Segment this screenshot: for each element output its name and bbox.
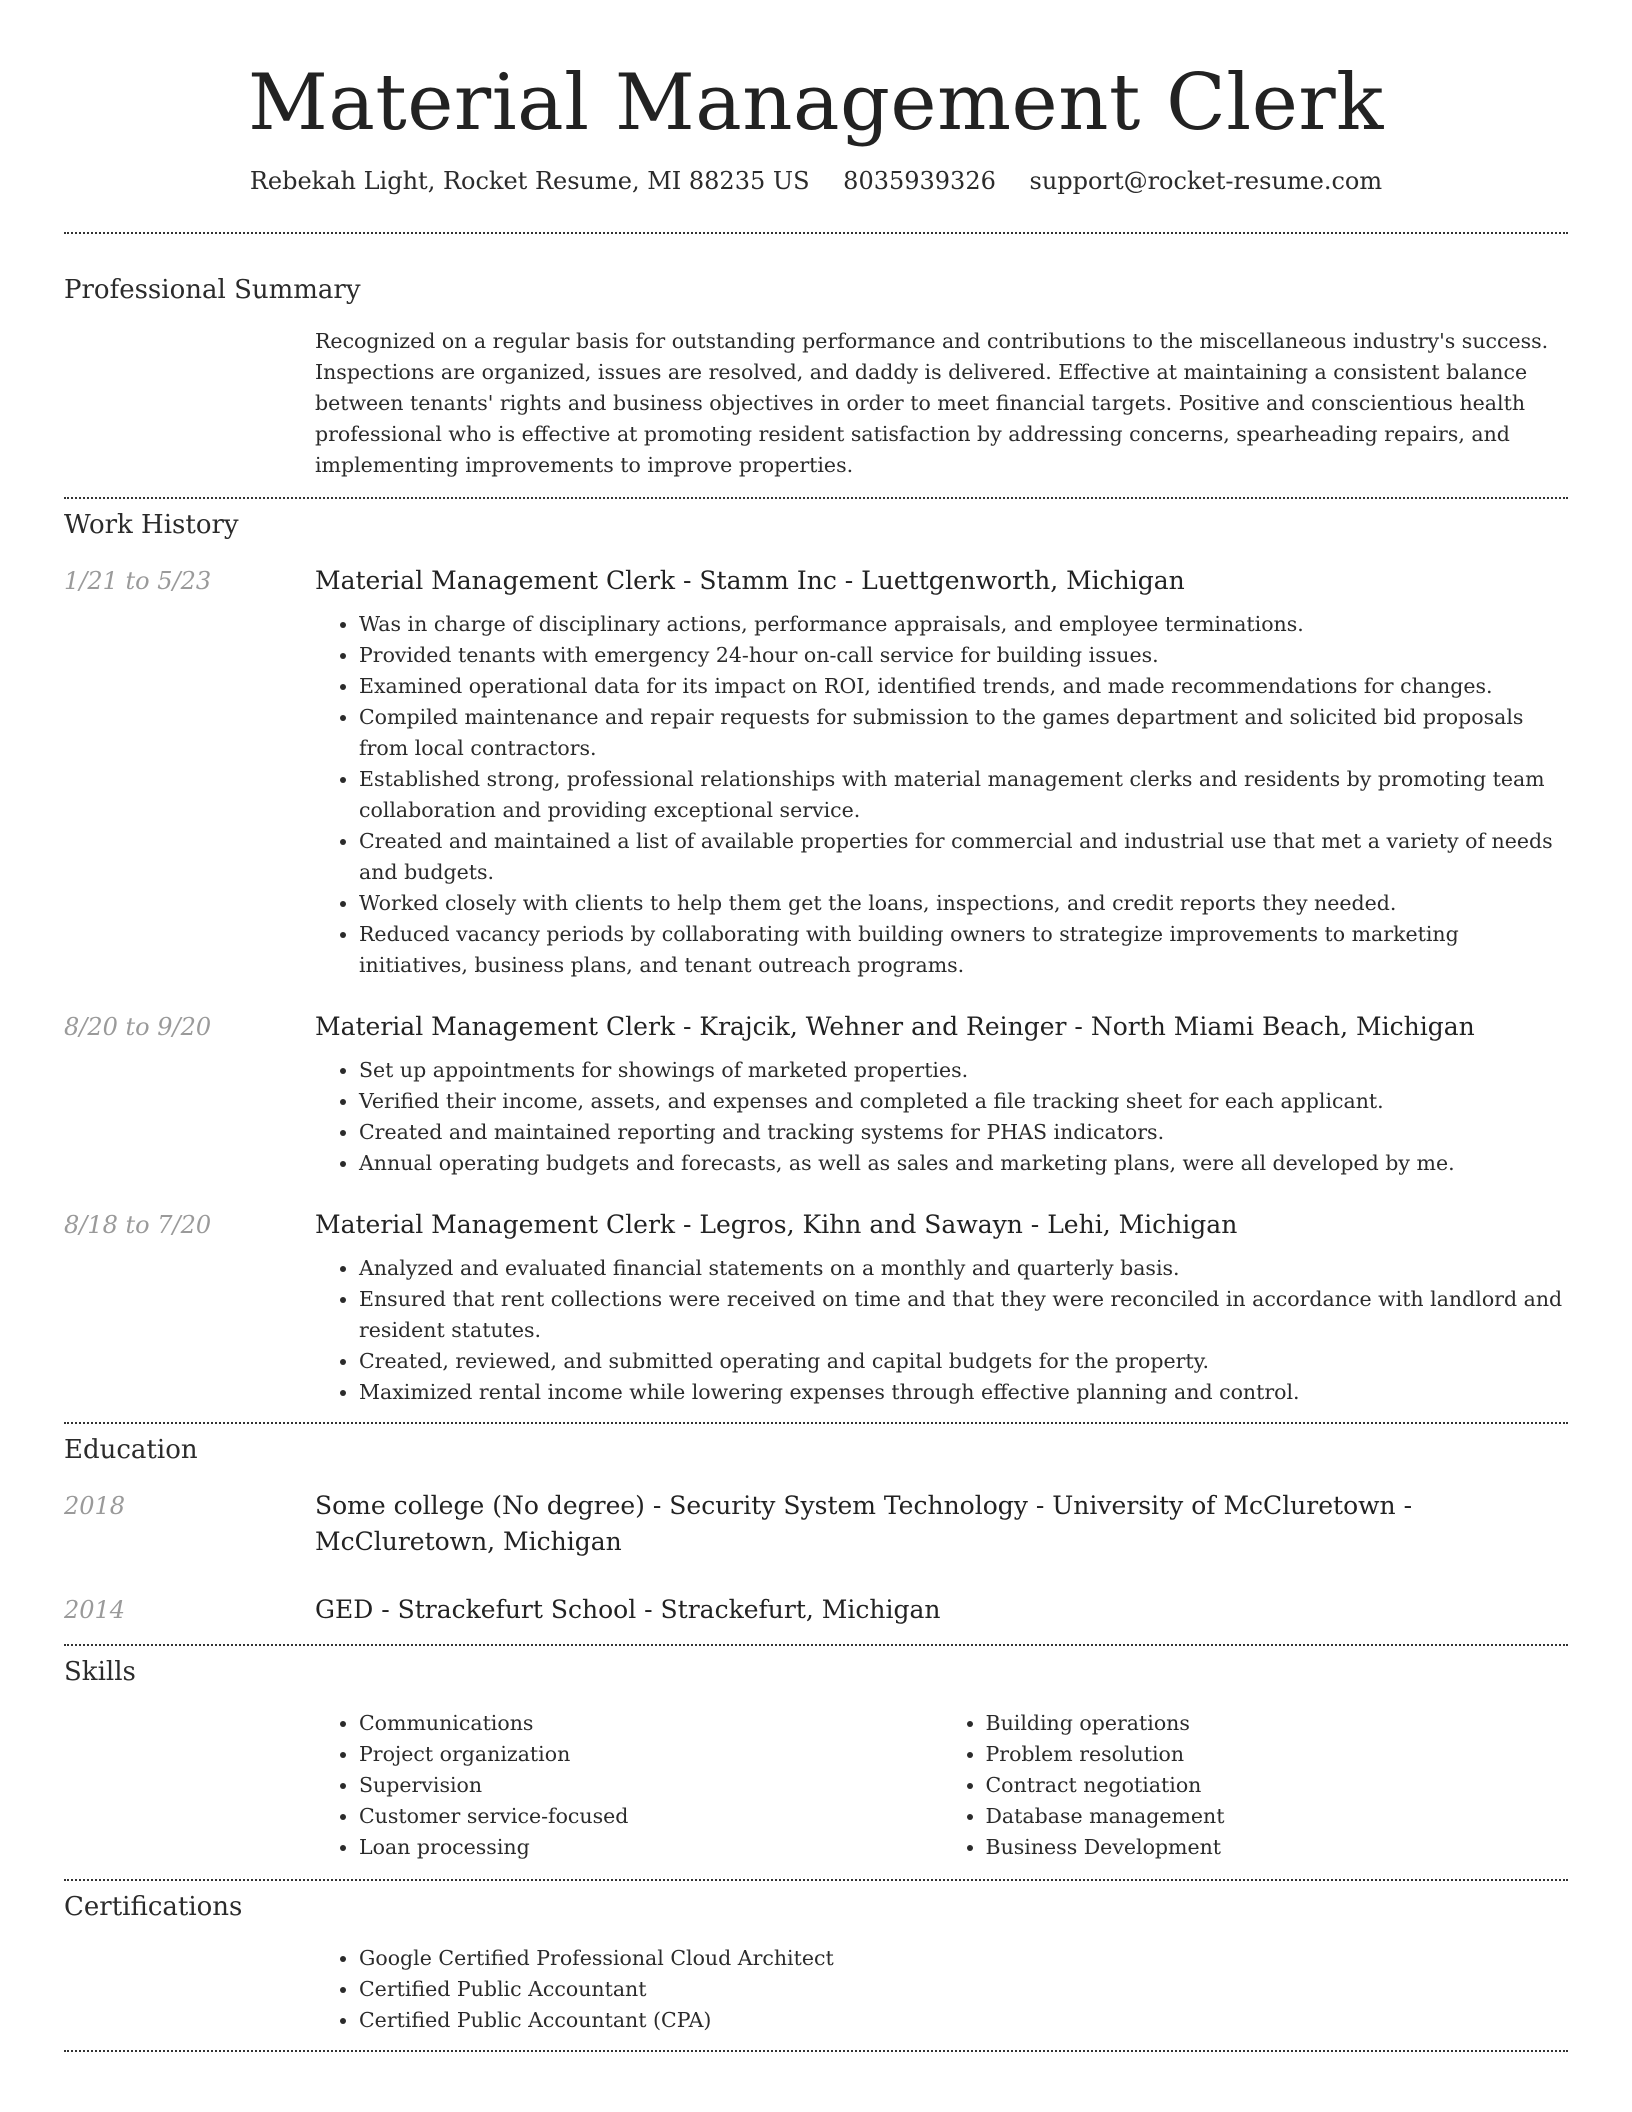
job-bullet: • Created and maintained reporting and tracking systems for PHAS indicators. — [359, 1117, 1568, 1148]
certifications-list — [315, 1943, 1568, 2036]
education-body — [315, 1592, 1568, 1628]
education-title: Some college (No degree) - Security System Technology - University of McCluretown - McCluretown, Michigan — [315, 1491, 1413, 1556]
contact-phone: 8035939326 — [843, 167, 996, 195]
job-bullets — [315, 1055, 1568, 1179]
job-bullet: • Created and maintained a list of available properties for commercial and industrial use that met a variety of needs and budgets. — [359, 826, 1568, 888]
education-entry — [64, 1592, 1568, 1628]
job-bullets — [315, 1253, 1568, 1408]
job-bullet: • Reduced vacancy periods by collaborating with building owners to strategize improvements to marketing initiatives, business plans, and tenant outreach programs. — [359, 919, 1568, 981]
job-body — [315, 1009, 1568, 1179]
skills-list-left — [315, 1708, 942, 1863]
certification-item: • Google Certified Professional Cloud Architect — [359, 1943, 1568, 1974]
certification-item: • Certified Public Accountant (CPA) — [359, 2005, 1568, 2036]
job-dates: 8/18 to 7/20 — [64, 1211, 212, 1239]
job-bullet: • Compiled maintenance and repair requests for submission to the games department and solicited bid proposals from local contractors. — [359, 702, 1568, 764]
certifications-section — [64, 1881, 1568, 2036]
certifications-row — [64, 1943, 1568, 2036]
education-title: GED - Strackefurt School - Strackefurt, Michigan — [315, 1595, 941, 1624]
job-bullet: • Maximized rental income while lowering expenses through effective planning and control. — [359, 1377, 1568, 1408]
job-bullets — [315, 609, 1568, 981]
job-bullet: • Ensured that rent collections were received on time and that they were reconciled in accordance with landlord and resident statutes. — [359, 1284, 1568, 1346]
skills-row — [64, 1708, 1568, 1863]
job-bullet: • Created, reviewed, and submitted operating and capital budgets for the property. — [359, 1346, 1568, 1377]
job-dates: 8/20 to 9/20 — [64, 1013, 212, 1041]
summary-text: Recognized on a regular basis for outstanding performance and contributions to the miscellaneous industry's success. Inspections are organized, issues are resolved, and daddy is delivered. Effective at maintaining a consistent balance between tenants' rights and business objectives in order to meet financial targets. Positive and conscientious health professional who is effective at promoting resident satisfaction by addressing concerns, spearheading repairs, and implementing improvements to improve properties. — [315, 329, 1549, 477]
skill-item: • Communications — [359, 1708, 942, 1739]
contact-email: support@rocket-resume.com — [1029, 167, 1383, 195]
job-bullet: • Worked closely with clients to help them get the loans, inspections, and credit reports they needed. — [359, 888, 1568, 919]
job-bullet: • Set up appointments for showings of marketed properties. — [359, 1055, 1568, 1086]
job-bullet: • Provided tenants with emergency 24-hour on-call service for building issues. — [359, 640, 1568, 671]
summary-body — [315, 326, 1568, 481]
skill-item: • Contract negotiation — [986, 1770, 1569, 1801]
job-title: Material Management Clerk - Legros, Kihn and Sawayn - Lehi, Michigan — [315, 1210, 1238, 1239]
certifications-divider — [64, 2050, 1568, 2052]
job-bullet: • Established strong, professional relationships with material management clerks and residents by promoting team collaboration and providing exceptional service. — [359, 764, 1568, 826]
job-bullet: • Annual operating budgets and forecasts, as well as sales and marketing plans, were all developed by me. — [359, 1148, 1568, 1179]
job-entry — [64, 1009, 1568, 1179]
job-body — [315, 563, 1568, 981]
summary-row — [64, 326, 1568, 481]
skills-columns — [315, 1708, 1568, 1863]
education-year: 2014 — [64, 1596, 126, 1624]
skills-list-right — [942, 1708, 1569, 1863]
job-entry — [64, 563, 1568, 981]
education-body — [315, 1488, 1568, 1560]
job-dates: 1/21 to 5/23 — [64, 567, 212, 595]
skill-item: • Problem resolution — [986, 1739, 1569, 1770]
job-bullet: • Analyzed and evaluated financial statements on a monthly and quarterly basis. — [359, 1253, 1568, 1284]
work-heading: Work History — [64, 510, 239, 540]
skill-item: • Business Development — [986, 1832, 1569, 1863]
education-year: 2018 — [64, 1492, 126, 1520]
skill-item: • Loan processing — [359, 1832, 942, 1863]
education-heading: Education — [64, 1435, 198, 1465]
job-title: Material Management Clerk - Stamm Inc - Luettgenworth, Michigan — [315, 566, 1185, 595]
job-entry — [64, 1207, 1568, 1408]
job-title: Material Management Clerk - Krajcik, Wehner and Reinger - North Miami Beach, Michigan — [315, 1012, 1475, 1041]
skill-item: • Building operations — [986, 1708, 1569, 1739]
summary-heading: Professional Summary — [64, 275, 361, 305]
skills-heading: Skills — [64, 1657, 136, 1687]
job-bullet: • Examined operational data for its impact on ROI, identified trends, and made recommendations for changes. — [359, 671, 1568, 702]
skill-item: • Database management — [986, 1801, 1569, 1832]
skill-item: • Customer service-focused — [359, 1801, 942, 1832]
job-bullet: • Was in charge of disciplinary actions, performance appraisals, and employee terminations. — [359, 609, 1568, 640]
contact-address: Rebekah Light, Rocket Resume, MI 88235 US — [249, 167, 810, 195]
skill-item: • Project organization — [359, 1739, 942, 1770]
education-section — [64, 1424, 1568, 1628]
summary-section — [64, 234, 1568, 481]
job-bullet: • Verified their income, assets, and expenses and completed a file tracking sheet for each applicant. — [359, 1086, 1568, 1117]
contact-line — [64, 164, 1568, 198]
certifications-heading: Certifications — [64, 1892, 243, 1922]
job-body — [315, 1207, 1568, 1408]
work-section — [64, 499, 1568, 1408]
education-entry — [64, 1488, 1568, 1560]
resume-title: Material Management Clerk — [248, 58, 1384, 148]
skills-section — [64, 1646, 1568, 1863]
certifications-body — [315, 1943, 1568, 2036]
skill-item: • Supervision — [359, 1770, 942, 1801]
certification-item: • Certified Public Accountant — [359, 1974, 1568, 2005]
